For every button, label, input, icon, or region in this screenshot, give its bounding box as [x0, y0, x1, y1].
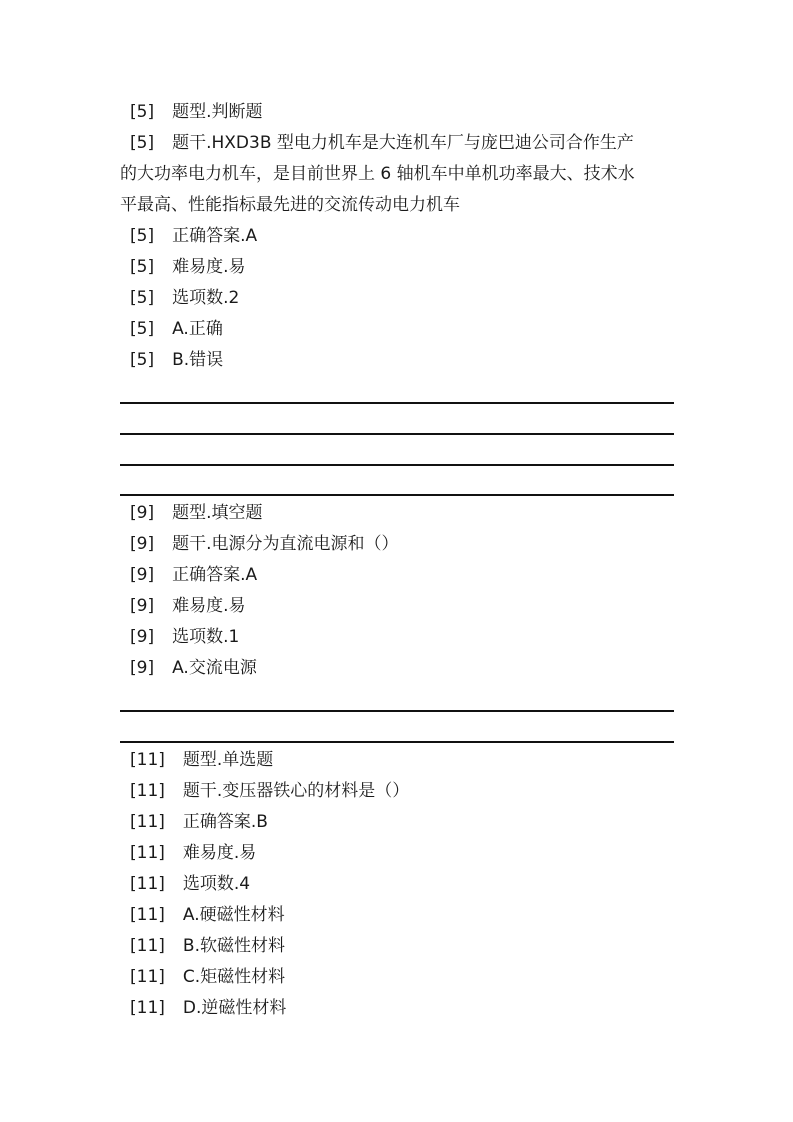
question-stem: 题干.变压器铁心的材料是（）: [182, 781, 410, 801]
question-type: 题型.判断题: [172, 102, 263, 122]
question-stem: 题干.HXD3B 型电力机车是大连机车厂与庞巴迪公司合作生产: [172, 133, 634, 153]
difficulty-line: [120, 252, 673, 283]
option-count-line: [120, 622, 673, 653]
option-line: [120, 653, 673, 684]
question-stem-line: [120, 776, 673, 807]
option-line: [120, 345, 673, 376]
correct-answer: 正确答案.A: [172, 565, 258, 585]
option-b: B.错误: [172, 350, 224, 370]
difficulty: 难易度.易: [172, 257, 246, 277]
difficulty: 难易度.易: [172, 596, 246, 616]
question-number: [11]: [130, 874, 165, 894]
option-count-line: [120, 869, 673, 900]
divider-rule: [120, 402, 674, 404]
question-number: [11]: [130, 750, 165, 770]
question-number: [5]: [130, 288, 155, 308]
question-number: [9]: [130, 658, 155, 678]
question-block-9: [120, 498, 673, 684]
question-number: [5]: [130, 133, 155, 153]
question-type: 题型.填空题: [172, 503, 263, 523]
question-number: [9]: [130, 627, 155, 647]
divider-rule: [120, 494, 674, 496]
option-line: [120, 931, 673, 962]
option-b: B.软磁性材料: [182, 936, 285, 956]
divider-rule: [120, 433, 674, 435]
question-number: [11]: [130, 812, 165, 832]
option-d: D.逆磁性材料: [182, 998, 287, 1018]
question-number: [11]: [130, 781, 165, 801]
question-number: [11]: [130, 967, 165, 987]
question-block-11: [120, 745, 673, 1024]
option-count-line: [120, 283, 673, 314]
question-type-line: [120, 745, 673, 776]
option-a: A.硬磁性材料: [182, 905, 285, 925]
question-stem-line: [120, 128, 673, 159]
question-type-line: [120, 97, 673, 128]
correct-answer: 正确答案.B: [182, 812, 268, 832]
question-stem-continuation: 的大功率电力机车，是目前世界上 6 轴机车中单机功率最大、技术水: [120, 164, 635, 184]
question-number: [11]: [130, 936, 165, 956]
option-count: 选项数.1: [172, 627, 240, 647]
question-number: [9]: [130, 565, 155, 585]
option-count: 选项数.4: [182, 874, 251, 894]
question-stem-line: [120, 529, 673, 560]
question-number: [5]: [130, 257, 155, 277]
question-type: 题型.单选题: [182, 750, 274, 770]
question-stem: 题干.电源分为直流电源和（）: [172, 534, 399, 554]
difficulty-line: [120, 838, 673, 869]
option-line: [120, 962, 673, 993]
question-stem-continuation: 平最高、性能指标最先进的交流传动电力机车: [120, 195, 460, 215]
option-line: [120, 314, 673, 345]
divider-rule: [120, 741, 674, 743]
correct-answer: 正确答案.A: [172, 226, 258, 246]
divider-rule: [120, 464, 674, 466]
question-block-5: [120, 97, 673, 376]
question-type-line: [120, 498, 673, 529]
option-count: 选项数.2: [172, 288, 240, 308]
question-number: [9]: [130, 534, 155, 554]
option-line: [120, 993, 673, 1024]
question-number: [11]: [130, 905, 165, 925]
option-a: A.正确: [172, 319, 223, 339]
answer-line: [120, 560, 673, 591]
question-number: [11]: [130, 998, 165, 1018]
question-number: [5]: [130, 319, 155, 339]
divider-rule: [120, 710, 674, 712]
difficulty: 难易度.易: [182, 843, 257, 863]
question-number: [5]: [130, 350, 155, 370]
question-number: [11]: [130, 843, 165, 863]
question-number: [5]: [130, 102, 155, 122]
question-number: [9]: [130, 596, 155, 616]
difficulty-line: [120, 591, 673, 622]
option-a: A.交流电源: [172, 658, 257, 678]
answer-line: [120, 221, 673, 252]
option-c: C.矩磁性材料: [182, 967, 286, 987]
question-number: [5]: [130, 226, 155, 246]
question-number: [9]: [130, 503, 155, 523]
answer-line: [120, 807, 673, 838]
option-line: [120, 900, 673, 931]
